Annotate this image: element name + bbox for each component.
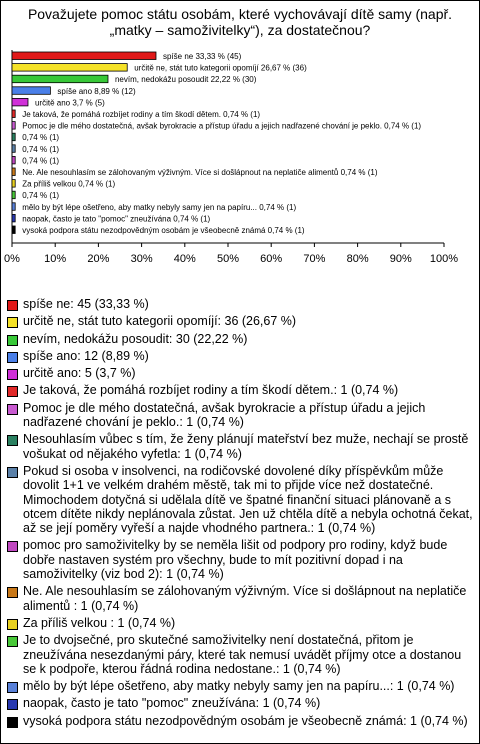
legend-label: Za příliš velkou : 1 (0,74 %) xyxy=(23,615,176,630)
x-tick-label: 60% xyxy=(260,253,283,265)
legend-item xyxy=(7,332,473,346)
legend-item xyxy=(7,633,473,676)
x-tick-label: 90% xyxy=(389,253,412,265)
legend-item xyxy=(7,616,473,630)
legend-item xyxy=(7,432,473,461)
bar-label: 0,74 % (1) xyxy=(22,133,60,143)
bar xyxy=(12,226,15,234)
bar xyxy=(12,156,15,164)
bar xyxy=(12,203,15,211)
legend-swatch xyxy=(7,300,18,311)
legend-swatch xyxy=(7,717,18,728)
legend-label: spíše ano: 12 (8,89 %) xyxy=(23,348,149,363)
bar xyxy=(12,180,15,188)
legend-swatch xyxy=(7,317,18,328)
legend-swatch xyxy=(7,404,18,415)
legend-label: určitě ano: 5 (3,7 %) xyxy=(23,366,136,381)
legend-label: pomoc pro samoživitelky by se neměla lišit od podpory pro rodiny, když bude dobře nastaven systém pro všechny, bude to mít pozitivní dopad i na samoživitelky (viz bod 2): 1 (0,74 %) xyxy=(23,538,448,582)
legend-item xyxy=(7,679,473,693)
bar xyxy=(12,145,15,153)
legend xyxy=(7,297,473,731)
bar-label: spíše ne 33,33 % (45) xyxy=(162,52,242,61)
legend-label: Nesouhlasím vůbec s tím, že ženy plánují mateřství bez muže, nechají se prostě vošukat od nějakého vyfetla: 1 (0,74 %) xyxy=(23,432,469,461)
legend-swatch xyxy=(7,369,18,380)
bar xyxy=(12,75,108,83)
legend-swatch xyxy=(7,682,18,693)
title-line-2: „matky – samoživitelky“), za dostatečnou? xyxy=(109,22,371,38)
legend-item xyxy=(7,314,473,328)
legend-swatch xyxy=(7,386,18,397)
x-tick-label: 50% xyxy=(216,253,240,265)
bar-label: mělo by být lépe ošetřeno, aby matky nebyly samy jen na papíru... 0,74 % (1) xyxy=(22,202,297,212)
x-tick-label: 0% xyxy=(4,253,20,265)
bar xyxy=(12,168,15,176)
legend-swatch xyxy=(7,352,18,363)
legend-label: Je to dvojsečné, pro skutečné samoživitelky není dostatečná, přitom je zneužívána nesezdanými páry, které tak nemusí uvádět příjmy otce a dostanou se k podpoře, kterou řádná rodina nedostane.: 1 (0,74 %) xyxy=(23,633,462,676)
bar-label: nevím, nedokážu posoudit 22,22 % (30) xyxy=(114,75,257,85)
legend-item xyxy=(7,401,473,430)
legend-item xyxy=(7,297,473,311)
bar-label: Je taková, že pomáhá rozbíjet rodiny a tím škodí dětem. 0,74 % (1) xyxy=(22,110,261,119)
legend-swatch xyxy=(7,699,18,710)
legend-swatch xyxy=(7,636,18,647)
legend-label: nevím, nedokážu posoudit: 30 (22,22 %) xyxy=(23,331,248,346)
bar xyxy=(12,52,156,60)
legend-label: Ne. Ale nesouhlasím se zálohovaným výživným. Více si došlápnout na neplatiče alimentů : 1 (0,74 %) xyxy=(23,584,467,613)
bar-label: určitě ano 3,7 % (5) xyxy=(34,98,105,108)
legend-swatch xyxy=(7,335,18,346)
bar-label: 0,74 % (1) xyxy=(22,156,60,166)
x-tick-label: 30% xyxy=(130,253,153,265)
legend-swatch xyxy=(7,467,18,478)
chart-title xyxy=(0,6,480,38)
x-tick-label: 40% xyxy=(173,253,196,265)
legend-label: Pokud si osoba v insolvenci, na rodičovské dovolené díky příspěvkům může dovolit 1+1 ve velkém drahém městě, tak mi to přijde více než dostatečné. Mimochodem dotyčná si udělala dítě ve špatné finanční situaci plánovaně a s otcem dítěte nikdy neplánovala zůstat. Jen už chtěla dítě a nebyla ochotná čekat, až se její poměry vyřeší a najde vhodného partnera.: 1 (0,74 %) xyxy=(23,463,473,536)
legend-swatch xyxy=(7,587,18,598)
x-tick-label: 100% xyxy=(429,253,459,265)
legend-item xyxy=(7,714,473,728)
legend-label: Pomoc je dle mého dostatečná, avšak byrokracie a přístup úřadu a jejich nadřazené chování je peklo.: 1 (0,74 %) xyxy=(23,400,426,430)
legend-item xyxy=(7,383,473,397)
legend-item xyxy=(7,464,473,535)
legend-item xyxy=(7,584,473,613)
legend-label: mělo by být lépe ošetřeno, aby matky nebyly samy jen na papíru...: 1 (0,74 %) xyxy=(23,679,455,694)
bar-chart xyxy=(0,46,480,268)
legend-label: Je taková, že pomáhá rozbíjet rodiny a tím škodí dětem.: 1 (0,74 %) xyxy=(23,383,399,398)
bar xyxy=(12,214,15,222)
legend-item xyxy=(7,349,473,363)
bar-label: 0,74 % (1) xyxy=(22,191,60,201)
bar-label: určitě ne, stát tuto kategorii opomíjí 26,67 % (36) xyxy=(134,63,307,73)
bar xyxy=(12,87,50,95)
bar xyxy=(12,110,15,118)
bar xyxy=(12,191,15,199)
bar xyxy=(12,133,15,141)
legend-label: vysoká podpora státu nezodpovědným osobám je všeobecně známá: 1 (0,74 %) xyxy=(23,713,468,728)
bar-label: naopak, často je tato "pomoc" zneužívána 0,74 % (1) xyxy=(22,214,211,224)
bar-label: Za příliš velkou 0,74 % (1) xyxy=(22,179,116,189)
bar xyxy=(12,64,127,72)
legend-swatch xyxy=(7,435,18,446)
bar-label: Ne. Ale nesouhlasím se zálohovaným výživným. Více si došlápnout na neplatiče alimentů 0,74 % (1) xyxy=(22,168,378,177)
x-tick-label: 80% xyxy=(346,253,369,265)
x-tick-label: 20% xyxy=(87,253,110,265)
legend-label: určitě ne, stát tuto kategorii opomíjí: 36 (26,67 %) xyxy=(23,314,297,329)
x-tick-label: 10% xyxy=(44,253,67,265)
bar xyxy=(12,98,28,106)
bar-label: 0,74 % (1) xyxy=(22,144,60,154)
bar xyxy=(12,122,15,130)
bar-label: vysoká podpora státu nezodpovědným osobám je všeobecně známá 0,74 % (1) xyxy=(22,226,305,235)
legend-swatch xyxy=(7,541,18,552)
legend-item xyxy=(7,538,473,581)
legend-item xyxy=(7,696,473,710)
legend-label: naopak, často je tato "pomoc" zneužívána: 1 (0,74 %) xyxy=(23,696,321,711)
legend-item xyxy=(7,366,473,380)
bar-label: spíše ano 8,89 % (12) xyxy=(57,86,136,96)
x-tick-label: 70% xyxy=(303,253,326,265)
legend-label: spíše ne: 45 (33,33 %) xyxy=(23,297,149,311)
legend-swatch xyxy=(7,619,18,630)
bar-label: Pomoc je dle mého dostatečná, avšak byrokracie a přístup úřadu a jejich nadřazené chování je peklo. 0,74 % (1) xyxy=(22,121,422,131)
title-line-1: Považujete pomoc státu osobám, které vychovávají dítě samy (např. xyxy=(27,6,453,22)
